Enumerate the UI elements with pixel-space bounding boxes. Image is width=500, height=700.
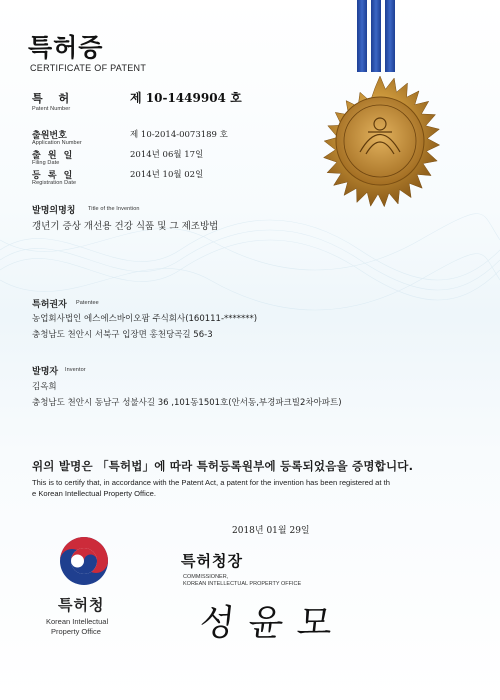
commissioner-title-en-1: COMMISSIONER, [183,574,229,580]
filing-date-value: 2014년 06월 17일 [130,150,204,160]
office-name-en-1: Korean Intellectual [46,617,109,626]
filing-date-label: 출 원 일 [32,151,75,161]
commissioner-signature: 성윤모 [197,603,349,644]
commissioner-title: 특허청장 [181,552,243,570]
patent-number: 제 10-1449904 호 [130,91,242,105]
registration-date-label: 등 록 일 [32,171,75,181]
ribbon-2 [371,0,381,72]
inventor-label-en: Inventor [65,367,86,373]
inventor-label: 발명자 [32,367,59,377]
ribbon-1 [357,0,367,72]
invention-label: 발명의명칭 [32,206,76,216]
commissioner-title-en-2: KOREAN INTELLECTUAL PROPERTY OFFICE [183,581,302,587]
application-number-value: 제 10-2014-0073189 호 [130,130,228,140]
certification-statement: 위의 발명은 「특허법」에 따라 특허등록원부에 등록되었음을 증명합니다. [32,459,414,473]
patentee-name: 농업회사법인 에스에스바이오팜 주식회사(160111-*******) [32,314,258,324]
inventor-address: 충청남도 천안시 동남구 성불사길 36 ,101동1501호(안서동,부경파크빌2차아파트) [32,398,342,408]
patent-label: 특 허 [32,92,76,105]
office-name-en-2: Property Office [51,627,101,636]
certification-statement-en-1: This is to certify that, in accordance with the Patent Act, a patent for the invention has been registered at th [32,478,390,487]
inventor-name: 김옥희 [32,382,57,392]
kipo-logo [58,535,110,587]
registration-date-label-en: Registration Date [32,180,77,186]
application-number-label: 출원번호 [32,131,67,141]
certification-statement-en-2: e Korean Intellectual Property Office. [32,489,156,498]
ribbon-3 [385,0,395,72]
application-number-label-en: Application Number [32,140,82,146]
office-name-ko: 특허청 [58,596,105,614]
certificate-title-en: CERTIFICATE OF PATENT [30,63,147,73]
invention-label-en: Title of the Invention [88,206,140,212]
patentee-label-en: Patentee [76,300,99,306]
issue-date: 2018년 01월 29일 [232,526,310,536]
invention-title: 갱년기 증상 개선용 건강 식품 및 그 제조방법 [32,221,219,232]
filing-date-label-en: Filing Date [32,160,60,166]
registration-date-value: 2014년 10월 02일 [130,170,204,180]
patent-label-en: Patent Number [32,106,71,112]
patentee-address: 충청남도 천안시 서북구 입장면 홍천당곡길 56-3 [32,330,213,340]
certificate-title: 특허증 [28,33,104,62]
patentee-label: 특허권자 [32,300,67,310]
gold-seal [310,72,450,212]
